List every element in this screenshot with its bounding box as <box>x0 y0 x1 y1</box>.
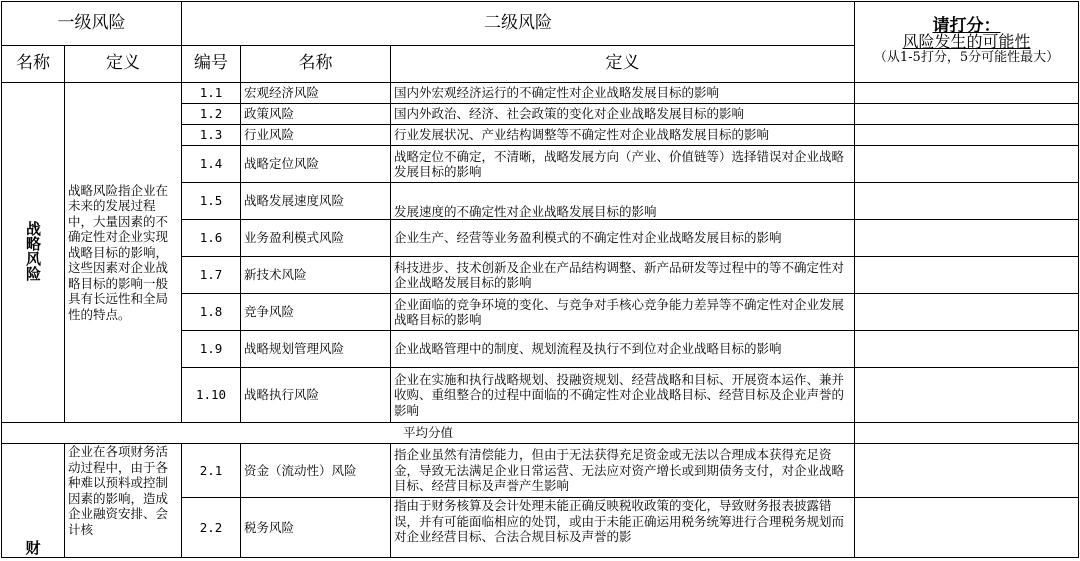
average-row <box>2 423 1079 444</box>
category-name: 财 <box>2 444 65 558</box>
table-row <box>2 83 1079 104</box>
risk-definition: 科技进步、技术创新及企业在产品结构调整、新产品研发等过程中的等不确定性对企业战略发展目标的影响 <box>391 257 855 294</box>
risk-name: 资金（流动性）风险 <box>241 444 391 498</box>
level2-header: 二级风险 <box>182 2 855 46</box>
col-name1: 名称 <box>2 46 65 83</box>
row-number: 1.10 <box>182 368 241 423</box>
score-subtitle: 风险发生的可能性 <box>902 32 1031 52</box>
score-cell[interactable] <box>855 444 1079 498</box>
row-number: 1.1 <box>182 83 241 104</box>
risk-name: 政策风险 <box>241 104 391 125</box>
category-definition: 战略风险指企业在未来的发展过程中，大量因素的不确定性对企业实现战略目标的影响，这些因素对企业战略目标的影响一般具有长远性和全局性的特点。 <box>65 83 182 423</box>
score-cell[interactable] <box>855 146 1079 183</box>
risk-name: 战略定位风险 <box>241 146 391 183</box>
risk-definition: 指由于财务核算及会计处理未能正确反映税收政策的变化，导致财务报表披露错误，并有可能面临相应的处罚，或由于未能正确运用税务统筹进行合理税务规划而对企业经营目标、合法合规目标及声誉的影 <box>391 498 855 558</box>
score-cell[interactable] <box>855 83 1079 104</box>
col-def2: 定义 <box>391 46 855 83</box>
row-number: 1.5 <box>182 183 241 220</box>
score-cell[interactable] <box>855 220 1079 257</box>
row-number: 1.8 <box>182 294 241 331</box>
risk-definition: 企业在实施和执行战略规划、投融资规划、经营战略和目标、开展资本运作、兼并收购、重组整合的过程中面临的不确定性对企业战略目标、经营目标及企业声誉的影响 <box>391 368 855 423</box>
table-row <box>2 444 1079 498</box>
risk-name: 战略发展速度风险 <box>241 183 391 220</box>
risk-definition: 国内外政治、经济、社会政策的变化对企业战略发展目标的影响 <box>391 104 855 125</box>
score-cell[interactable] <box>855 104 1079 125</box>
score-cell[interactable] <box>855 368 1079 423</box>
score-cell[interactable] <box>855 498 1079 558</box>
risk-definition: 企业生产、经营等业务盈利模式的不确定性对企业战略发展目标的影响 <box>391 220 855 257</box>
category-definition: 企业在各项财务活动过程中，由于各种难以预料或控制因素的影响，造成企业融资安排、会计核 <box>65 444 182 558</box>
row-number: 2.1 <box>182 444 241 498</box>
row-number: 1.3 <box>182 125 241 146</box>
risk-name: 宏观经济风险 <box>241 83 391 104</box>
risk-definition: 企业面临的竞争环境的变化、与竞争对手核心竞争能力差异等不确定性对企业发展战略目标的影响 <box>391 294 855 331</box>
risk-name: 战略执行风险 <box>241 368 391 423</box>
row-number: 1.4 <box>182 146 241 183</box>
score-cell[interactable] <box>855 125 1079 146</box>
risk-name: 业务盈利模式风险 <box>241 220 391 257</box>
average-score-cell[interactable] <box>855 423 1079 444</box>
average-label: 平均分值 <box>2 423 855 444</box>
score-cell[interactable] <box>855 331 1079 368</box>
score-cell[interactable] <box>855 257 1079 294</box>
score-note: （从1-5打分，5分可能性最大） <box>873 49 1060 65</box>
risk-definition: 发展速度的不确定性对企业战略发展目标的影响 <box>391 183 855 220</box>
risk-name: 竞争风险 <box>241 294 391 331</box>
risk-definition: 指企业虽然有清偿能力，但由于无法获得充足资金或无法以合理成本获得充足资金，导致无法满足企业日常运营、无法应对资产增长或到期债务支付，对企业战略目标、经营目标及声誉产生影响 <box>391 444 855 498</box>
level1-header: 一级风险 <box>2 2 182 46</box>
risk-name: 新技术风险 <box>241 257 391 294</box>
risk-name: 战略规划管理风险 <box>241 331 391 368</box>
score-title: 请打分： <box>932 15 1001 36</box>
score-cell[interactable] <box>855 183 1079 220</box>
risk-name: 税务风险 <box>241 498 391 558</box>
col-def1: 定义 <box>65 46 182 83</box>
score-cell[interactable] <box>855 294 1079 331</box>
col-no: 编号 <box>182 46 241 83</box>
row-number: 2.2 <box>182 498 241 558</box>
category-name: 战略风险 <box>2 83 65 423</box>
risk-name: 行业风险 <box>241 125 391 146</box>
row-number: 1.7 <box>182 257 241 294</box>
col-name2: 名称 <box>241 46 391 83</box>
risk-definition: 战略定位不确定，不清晰，战略发展方向（产业、价值链等）选择错误对企业战略发展目标的影响 <box>391 146 855 183</box>
risk-definition: 国内外宏观经济运行的不确定性对企业战略发展目标的影响 <box>391 83 855 104</box>
row-number: 1.2 <box>182 104 241 125</box>
row-number: 1.6 <box>182 220 241 257</box>
row-number: 1.9 <box>182 331 241 368</box>
risk-assessment-table <box>1 1 1079 558</box>
risk-definition: 行业发展状况、产业结构调整等不确定性对企业战略发展目标的影响 <box>391 125 855 146</box>
score-header <box>855 2 1079 83</box>
risk-definition: 企业战略管理中的制度、规划流程及执行不到位对企业战略目标的影响 <box>391 331 855 368</box>
